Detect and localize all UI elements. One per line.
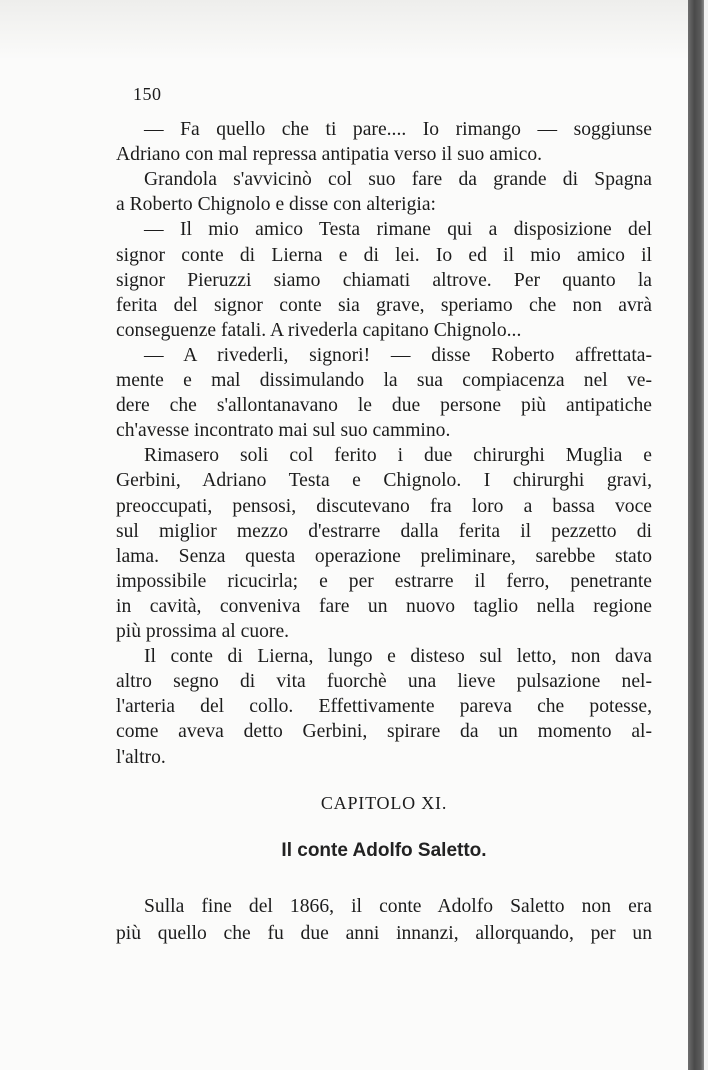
text-line: Rimasero soli col ferito i due chirurghi Muglia e bbox=[144, 445, 652, 467]
text-line: a Roberto Chignolo e disse con alterigia: bbox=[116, 194, 436, 216]
text-line: ferita del signor conte sia grave, speriamo che non avrà bbox=[116, 294, 652, 316]
text-line: più quello che fu due anni innanzi, allorquando, per un bbox=[116, 923, 652, 944]
text-line: come aveva detto Gerbini, spirare da un momento al- bbox=[116, 721, 652, 743]
text-line: l'altro. bbox=[116, 746, 166, 768]
text-line: altro segno di vita fuorchè una lieve pulsazione nel- bbox=[116, 671, 652, 693]
text-line: ch'avesse incontrato mai sul suo cammino. bbox=[116, 420, 451, 442]
page-number: 150 bbox=[133, 84, 162, 104]
text-line: — Fa quello che ti pare.... Io rimango — soggiunse bbox=[144, 119, 652, 140]
text-line: Adriano con mal repressa antipatia verso il suo amico. bbox=[116, 144, 543, 166]
chapter-title: Il conte Adolfo Saletto. bbox=[281, 840, 487, 861]
text-line: lama. Senza questa operazione preliminare, sarebbe stato bbox=[116, 545, 652, 567]
text-line: Gerbini, Adriano Testa e Chignolo. I chirurghi gravi, bbox=[116, 470, 652, 492]
book-spine-shadow bbox=[688, 0, 704, 1070]
text-line: preoccupati, pensosi, discutevano fra loro a bassa voce bbox=[116, 495, 652, 517]
text-line: sul miglior mezzo d'estrarre dalla ferita il pezzetto di bbox=[116, 520, 652, 542]
text-line: Il conte di Lierna, lungo e disteso sul letto, non dava bbox=[144, 646, 652, 668]
chapter-heading: CAPITOLO XI. bbox=[320, 793, 448, 813]
text-line: mente e mal dissimulando la sua compiacenza nel ve- bbox=[116, 370, 652, 391]
text-line: dere che s'allontanavano le due persone più antipatiche bbox=[116, 395, 652, 417]
text-line: in cavità, conveniva fare un nuovo taglio nella regione bbox=[116, 595, 652, 617]
text-line: più prossima al cuore. bbox=[116, 621, 290, 642]
text-line: signor conte di Lierna e di lei. Io ed il mio amico il bbox=[116, 244, 652, 266]
text-line: — Il mio amico Testa rimane qui a disposizione del bbox=[144, 219, 652, 241]
text-line: signor Pieruzzi siamo chiamati altrove. Per quanto la bbox=[116, 269, 652, 291]
text-line: Grandola s'avvicinò col suo fare da grande di Spagna bbox=[144, 169, 652, 191]
text-line: l'arteria del collo. Effettivamente pareva che potesse, bbox=[116, 696, 652, 718]
text-line: impossibile ricucirla; e per estrarre il ferro, penetrante bbox=[116, 570, 652, 592]
paper-shading bbox=[0, 0, 708, 60]
text-line: — A rivederli, signori! — disse Roberto affrettata- bbox=[144, 344, 652, 366]
book-edge bbox=[704, 0, 708, 1070]
text-line: conseguenze fatali. A rivederla capitano Chignolo... bbox=[116, 319, 522, 341]
text-line: Sulla fine del 1866, il conte Adolfo Saletto non era bbox=[144, 896, 652, 917]
